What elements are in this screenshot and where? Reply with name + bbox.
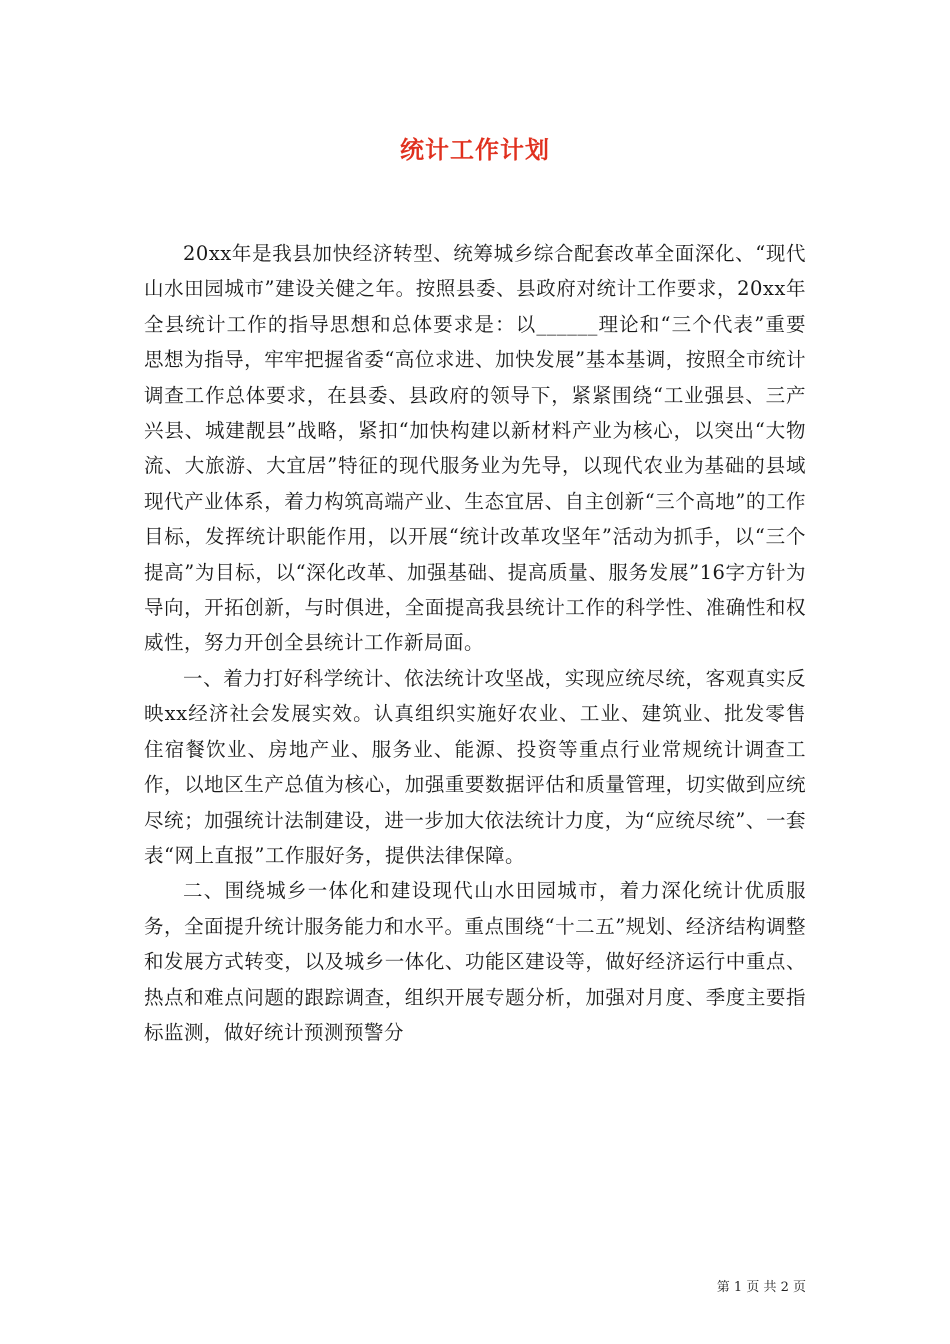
document-body bbox=[144, 236, 806, 1050]
paragraph-section-two: 二、围绕城乡一体化和建设现代山水田园城市，着力深化统计优质服务，全面提升统计服务能力和水平。重点围绕“十二五”规划、经济结构调整和发展方式转变，以及城乡一体化、功能区建设等，做好经济运行中重点、热点和难点问题的跟踪调查，组织开展专题分析，加强对月度、季度主要指标监测，做好统计预测预警分 bbox=[144, 879, 806, 1044]
document-title: 统计工作计划 bbox=[400, 135, 550, 164]
paragraph-intro: 20xx年是我县加快经济转型、统筹城乡综合配套改革全面深化、“现代山水田园城市”建设关健之年。按照县委、县政府对统计工作要求，20xx年全县统计工作的指导思想和总体要求是：以______理论和“三个代表”重要思想为指导，牢牢把握省委“高位求进、加快发展”基本基调，按照全市统计调查工作总体要求，在县委、县政府的领导下，紧紧围绕“工业强县、三产兴县、城建靓县”战略，紧扣“加快构建以新材料产业为核心，以突出“大物流、大旅游、大宜居”特征的现代服务业为先导，以现代农业为基础的县域现代产业体系，着力构筑高端产业、生态宜居、自主创新“三个高地”的工作目标，发挥统计职能作用，以开展“统计改革攻坚年”活动为抓手，以“三个提高”为目标，以“深化改革、加强基础、提高质量、服务发展”16字方针为导向，开拓创新，与时俱进，全面提高我县统计工作的科学性、准确性和权威性，努力开创全县统计工作新局面。 bbox=[144, 242, 806, 655]
page-number: 第 1 页 共 2 页 bbox=[716, 1280, 806, 1295]
paragraph-section-one: 一、着力打好科学统计、依法统计攻坚战，实现应统尽统，客观真实反映xx经济社会发展实效。认真组织实施好农业、工业、建筑业、批发零售住宿餐饮业、房地产业、服务业、能源、投资等重点行业常规统计调查工作，以地区生产总值为核心，加强重要数据评估和质量管理，切实做到应统尽统；加强统计法制建设，进一步加大依法统计力度，为“应统尽统”、一套表“网上直报”工作服好务，提供法律保障。 bbox=[144, 666, 806, 867]
